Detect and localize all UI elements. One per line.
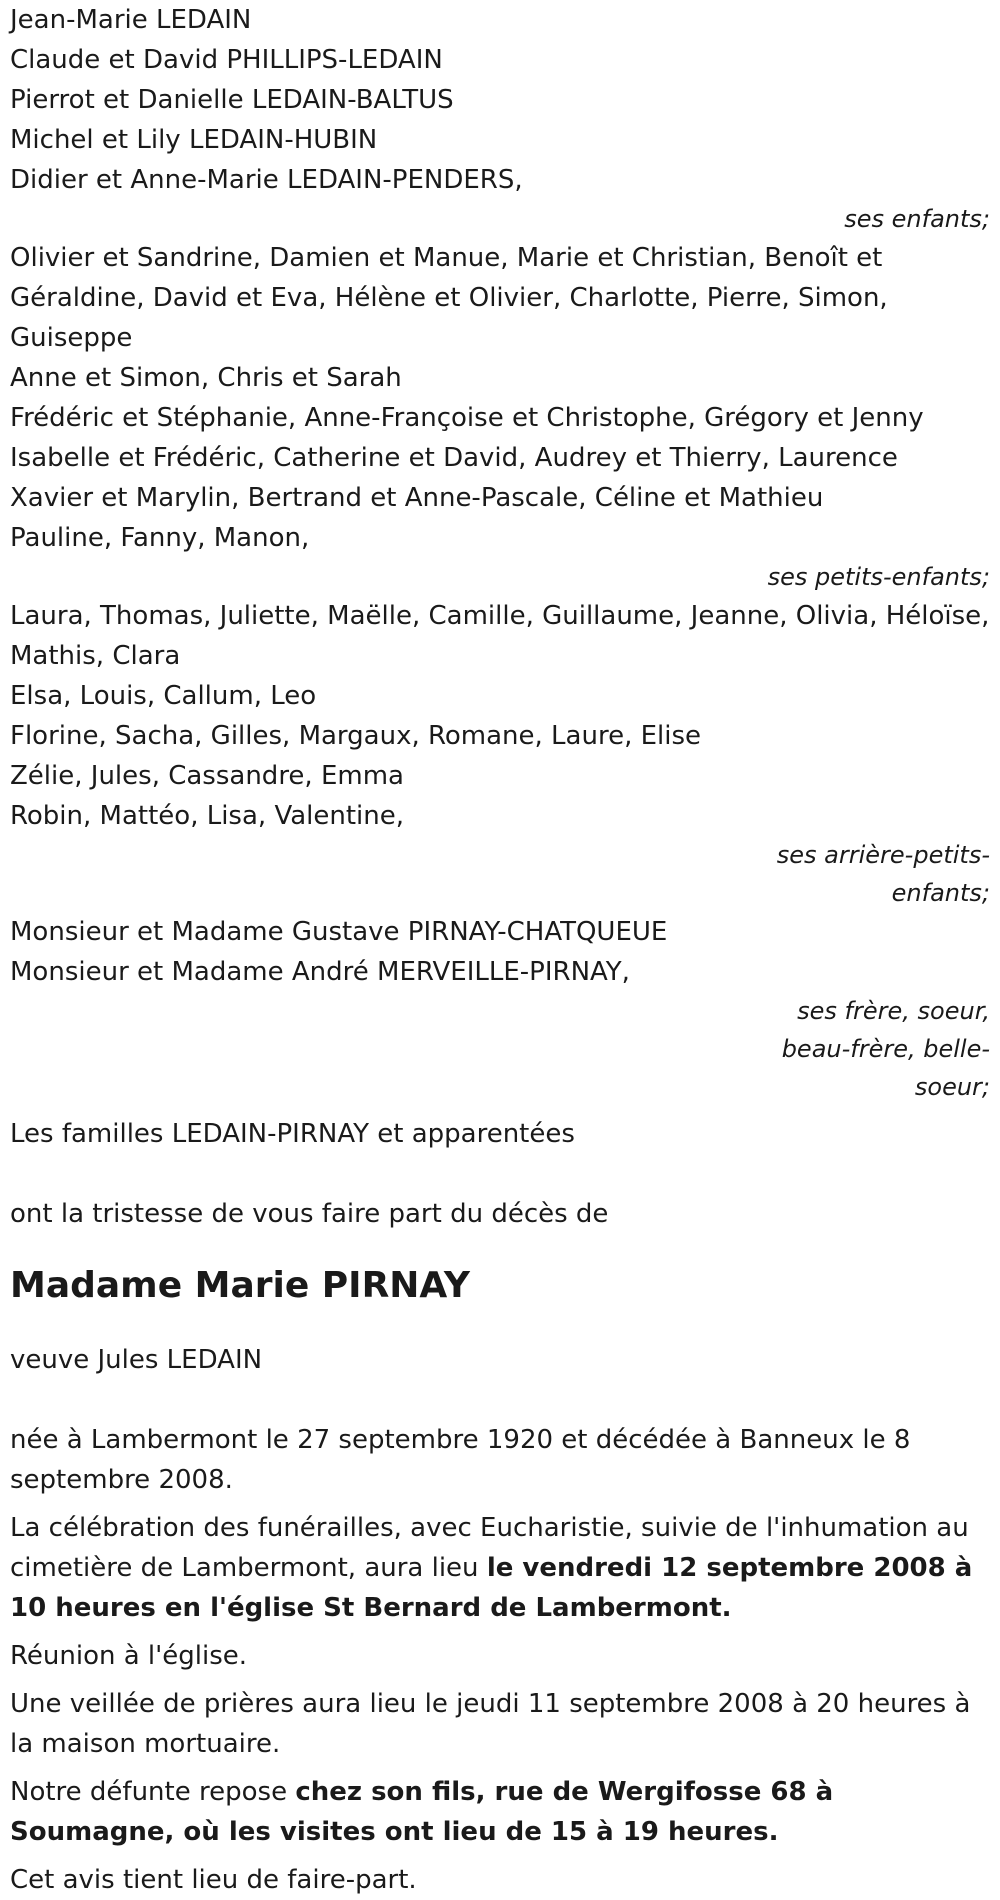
funeral-end: .	[721, 1593, 732, 1623]
widow-of: veuve Jules LEDAIN	[10, 1345, 263, 1375]
great-grandchild-names: Robin, Mattéo, Lisa, Valentine,	[10, 801, 404, 831]
vigil-text: Une veillée de prières aura lieu le jeudi 11 septembre 2008 à 20 heures à la maison mortuaire.	[10, 1689, 971, 1759]
siblings-label: ses frère, soeur, beau-frère, belle-soeur;	[781, 997, 990, 1101]
great-grandchild-names: Zélie, Jules, Cassandre, Emma	[10, 761, 404, 791]
grandchildren-section	[10, 238, 1000, 596]
funeral-text	[10, 1508, 990, 1628]
repose-intro: Notre défunte repose	[10, 1777, 296, 1807]
grandchild-names: Pauline, Fanny, Manon,	[10, 523, 310, 553]
child-name: Didier et Anne-Marie LEDAIN-PENDERS,	[10, 165, 523, 195]
great-grandchild-names: Laura, Thomas, Juliette, Maëlle, Camille, Guillaume, Jeanne, Olivia, Héloïse, Mathis, Clara	[10, 601, 990, 671]
great-grandchildren-label: ses arrière-petits-enfants;	[776, 841, 990, 907]
grandchild-names: Olivier et Sandrine, Damien et Manue, Marie et Christian, Benoît et Géraldine, David et Eva, Hélène et Olivier, Charlotte, Pierre, Simon, Guiseppe	[10, 243, 888, 353]
announcement-line: ont la tristesse de vous faire part du décès de	[10, 1199, 609, 1229]
funeral-intro: La célébration des funérailles, avec Eucharistie, suivie de l'inhumation au cimetière de Lambermont, aura lieu	[10, 1513, 969, 1583]
children-section	[10, 0, 1000, 238]
child-name: Jean-Marie LEDAIN	[10, 5, 252, 35]
child-name: Michel et Lily LEDAIN-HUBIN	[10, 125, 378, 155]
grandchild-names: Isabelle et Frédéric, Catherine et David, Audrey et Thierry, Laurence	[10, 443, 898, 473]
funeral-when-where: le vendredi 12 septembre 2008 à 10 heures en l'église St Bernard de Lambermont	[10, 1553, 973, 1623]
repose-text	[10, 1772, 990, 1852]
sibling-name: Monsieur et Madame Gustave PIRNAY-CHATQUEUE	[10, 917, 668, 947]
closing-text: Cet avis tient lieu de faire-part.	[10, 1865, 417, 1895]
child-name: Claude et David PHILLIPS-LEDAIN	[10, 45, 443, 75]
grandchild-names: Frédéric et Stéphanie, Anne-Françoise et Christophe, Grégory et Jenny	[10, 403, 924, 433]
grandchildren-label: ses petits-enfants;	[767, 563, 990, 591]
meeting-text: Réunion à l'église.	[10, 1641, 248, 1671]
deceased-name: Madame Marie PIRNAY	[10, 1265, 470, 1306]
great-grandchildren-section	[10, 596, 1000, 912]
birth-death-text: née à Lambermont le 27 septembre 1920 et décédée à Banneux le 8 septembre 2008.	[10, 1425, 911, 1495]
repose-details: chez son fils, rue de Wergifosse 68 à Soumagne, où les visites ont lieu de 15 à 19 heures.	[10, 1777, 834, 1847]
siblings-section	[10, 912, 1000, 1106]
grandchild-names: Anne et Simon, Chris et Sarah	[10, 363, 402, 393]
child-name: Pierrot et Danielle LEDAIN-BALTUS	[10, 85, 454, 115]
great-grandchild-names: Elsa, Louis, Callum, Leo	[10, 681, 317, 711]
sibling-name: Monsieur et Madame André MERVEILLE-PIRNAY,	[10, 957, 630, 987]
families-line: Les familles LEDAIN-PIRNAY et apparentées	[10, 1119, 575, 1149]
children-label: ses enfants;	[844, 205, 990, 233]
grandchild-names: Xavier et Marylin, Bertrand et Anne-Pascale, Céline et Mathieu	[10, 483, 824, 513]
great-grandchild-names: Florine, Sacha, Gilles, Margaux, Romane, Laure, Elise	[10, 721, 702, 751]
